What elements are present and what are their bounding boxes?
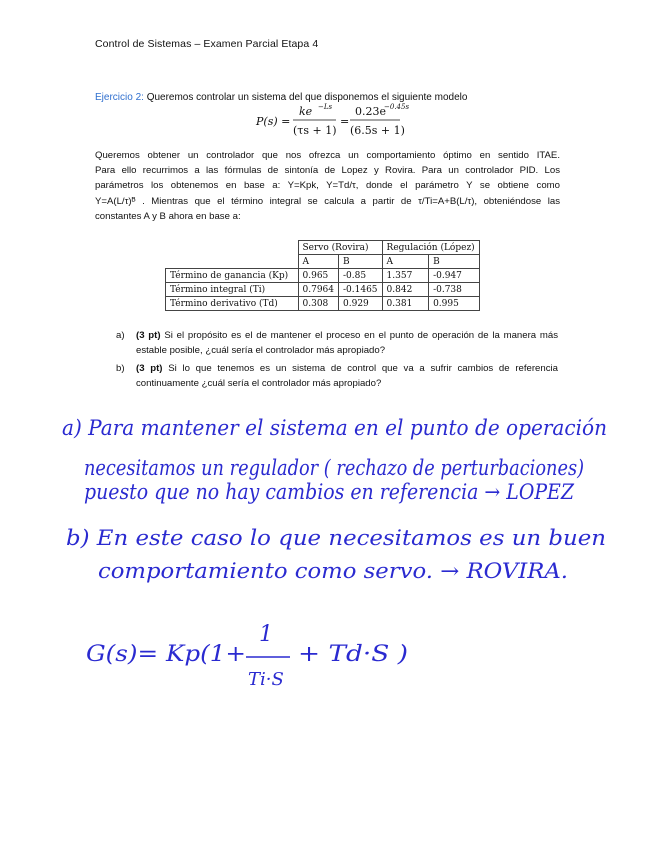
paragraph-line: Queremos obtener un controlador que nos ofrezca un comportamiento óptimo en sentido ITAE.: [95, 150, 560, 161]
handwritten-formula-den: Ti·S: [248, 669, 284, 690]
question-text: Si lo que tenemos es un sistema de control que va a sufrir cambios de referencia continuamente ¿cuál sería el controlador más apropiado?: [136, 363, 558, 389]
exercise-label: Ejercicio 2:: [95, 92, 144, 103]
handwritten-line: comportamiento como servo. → ROVIRA.: [98, 559, 568, 583]
question-mark: b): [116, 363, 125, 374]
handwritten-formula-lhs: G(s)= Kp(1+: [86, 642, 246, 667]
table-cell: 0.842: [382, 283, 429, 297]
row-label: Término derivativo (Td): [166, 297, 299, 311]
question-points: (3 pt): [136, 363, 163, 374]
question-mark: a): [116, 330, 125, 341]
table-cell: 0.381: [382, 297, 429, 311]
table-cell: 0.929: [339, 297, 383, 311]
paragraph-line: parámetros los obtenemos en base a: Y=Kpk, Y=Td/τ, donde el parámetro Y se obtiene como: [95, 180, 560, 192]
question-b: [118, 361, 558, 391]
table-sub-header: B: [429, 255, 480, 269]
table-sub-header: A: [382, 255, 429, 269]
tuning-table: [165, 240, 480, 311]
table-cell: -0.85: [339, 269, 383, 283]
exercise-description: [95, 148, 560, 224]
formula-num1: ke: [299, 105, 313, 118]
table-cell: 0.995: [429, 297, 480, 311]
table-row: [166, 283, 480, 297]
table-cell: -0.738: [429, 283, 480, 297]
table-corner: [166, 255, 299, 269]
handwritten-formula-rest: + Td·S ): [298, 642, 408, 667]
table-cell: -0.947: [429, 269, 480, 283]
formula-num2: 0.23e: [355, 105, 387, 118]
transfer-function-formula: [0, 100, 655, 140]
table-row: [166, 297, 480, 311]
table-sub-header: A: [298, 255, 339, 269]
formula-exp2: −0.45s: [384, 103, 410, 111]
table-cell: 1.357: [382, 269, 429, 283]
table-cell: 0.7964: [298, 283, 339, 297]
paragraph-line: Y=A(L/τ)ᴮ . Mientras que el término integral se calcula a partir de τ/Ti=A+B(L/τ), obteniéndose las: [95, 195, 560, 207]
paragraph-line: Para ello recurrimos a las fórmulas de sintonía de Lopez y Rovira. Para un controlador PID. Los: [95, 165, 560, 177]
question-text: Si el propósito es el de mantener el proceso en el punto de operación de la manera más estable posible, ¿cuál sería el controlador más apropiado?: [136, 330, 558, 356]
row-label: Término integral (Ti): [166, 283, 299, 297]
formula-den2: (6.5s + 1): [350, 124, 405, 137]
row-label: Término de ganancia (Kp): [166, 269, 299, 283]
question-a: [118, 328, 558, 358]
table-row: [166, 269, 480, 283]
handwritten-answer: [0, 395, 655, 715]
table-cell: 0.965: [298, 269, 339, 283]
page-header: Control de Sistemas – Examen Parcial Etapa 4: [95, 38, 319, 50]
table-group-header: Servo (Rovira): [298, 241, 382, 255]
handwritten-line: a) Para mantener el sistema en el punto de operación: [62, 416, 607, 440]
formula-exp1: −Ls: [318, 103, 333, 111]
table-corner: [166, 241, 299, 255]
handwritten-line: b) En este caso lo que necesitamos es un buen: [66, 526, 606, 550]
question-points: (3 pt): [136, 330, 161, 341]
handwritten-line: puesto que no hay cambios en referencia → LOPEZ: [84, 480, 575, 504]
formula-eq: =: [340, 115, 350, 128]
handwritten-formula-num: 1: [259, 622, 273, 647]
table-cell: 0.308: [298, 297, 339, 311]
formula-lhs: P(s) =: [256, 115, 291, 128]
table-cell: -0.1465: [339, 283, 383, 297]
formula-den1: (τs + 1): [293, 124, 337, 137]
handwritten-line: necesitamos un regulador ( rechazo de perturbaciones): [84, 456, 584, 480]
paragraph-line: constantes A y B ahora en base a:: [95, 210, 241, 222]
exercise-intro: Queremos controlar un sistema del que disponemos el siguiente modelo: [146, 92, 468, 103]
table-group-header: Regulación (López): [382, 241, 479, 255]
table-sub-header: B: [339, 255, 383, 269]
